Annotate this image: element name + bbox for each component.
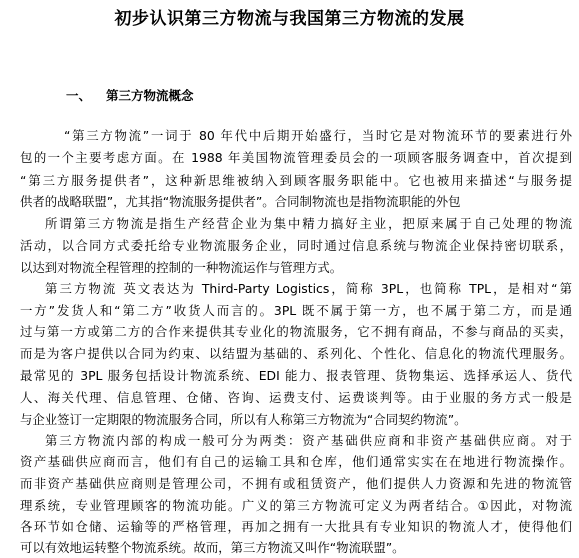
- text-line: 各环节如仓储、运输等的严格管理，再加之拥有一大批具有专业知识的物流人才，使得他们: [20, 519, 572, 534]
- section-heading-text: 第三方物流概念: [106, 88, 194, 103]
- text-line: 所谓第三方物流是指生产经营企业为集中精力搞好主业，把原来属于自己处理的物流: [45, 216, 572, 231]
- text-line: 第三方物流内部的构成一般可分为两类：资产基础供应商和非资产基础供应商。对于: [45, 433, 572, 448]
- text-line: 而非资产基础供应商则是管理公司，不拥有或租赁资产，他们提供人力资源和先进的物流管: [20, 476, 572, 491]
- text-line: 最常见的 3PL 服务包括设计物流系统、EDI 能力、报表管理、货物集运、选择承运人、货代: [20, 368, 572, 383]
- text-line: 理系统，专业管理顾客的物流功能。广义的第三方物流可定义为两者结合。①因此，对物流: [20, 498, 572, 513]
- text-line: 可以有效地运转整个物流系统。故而，第三方物流又叫作“物流联盟”。: [20, 540, 405, 555]
- text-line: “第三方物流”一词于 80 年代中后期开始盛行，当时它是对物流环节的要素进行外: [64, 128, 572, 143]
- text-line: “第三方服务提供者”，这种新思维被纳入到顾客服务职能中。它也被用来描述“与服务提: [20, 173, 572, 188]
- text-line: 活动，以合同方式委托给专业物流服务企业，同时通过信息系统与物流企业保持密切联系，: [20, 238, 572, 253]
- text-line: 第三方物流 英文表达为 Third-Party Logistics，简称 3PL，也简称 TPL，是相对“第: [45, 281, 572, 296]
- text-line: 以达到对物流全程管理的控制的一种物流运作与管理方式。: [20, 260, 343, 275]
- section-heading: [66, 86, 194, 106]
- document-title: 初步认识第三方物流与我国第三方物流的发展: [114, 9, 465, 29]
- text-line: 过与第一方或第二方的合作来提供其专业化的物流服务，它不拥有商品，不参与商品的买卖，: [20, 324, 572, 339]
- section-number: 一、: [66, 88, 92, 103]
- text-line: 人、海关代理、信息管理、仓储、咨询、运费支付、运费谈判等。由于业服的务方式一般是: [20, 390, 572, 405]
- text-line: 一方”发货人和“第二方”收货人而言的。3PL 既不属于第一方，也不属于第二方，而是通: [20, 303, 572, 318]
- text-line: 包的一个主要考虑方面。在 1988 年美国物流管理委员会的一项顾客服务调查中，首次提到: [20, 150, 572, 165]
- text-line: 资产基础供应商而言，他们有自己的运输工具和仓库，他们通常实实在在地进行物流操作。: [20, 454, 572, 469]
- text-line: 与企业签订一定期限的物流服务合同，所以有人称第三方物流为“合同契约物流”。: [20, 412, 467, 427]
- text-line: 供者的战略联盟”，尤其指“物流服务提供者”。合同制物流也是指物流职能的外包: [20, 194, 461, 209]
- text-line: 而是为客户提供以合同为约束、以结盟为基础的、系列化、个性化、信息化的物流代理服务。: [20, 346, 572, 361]
